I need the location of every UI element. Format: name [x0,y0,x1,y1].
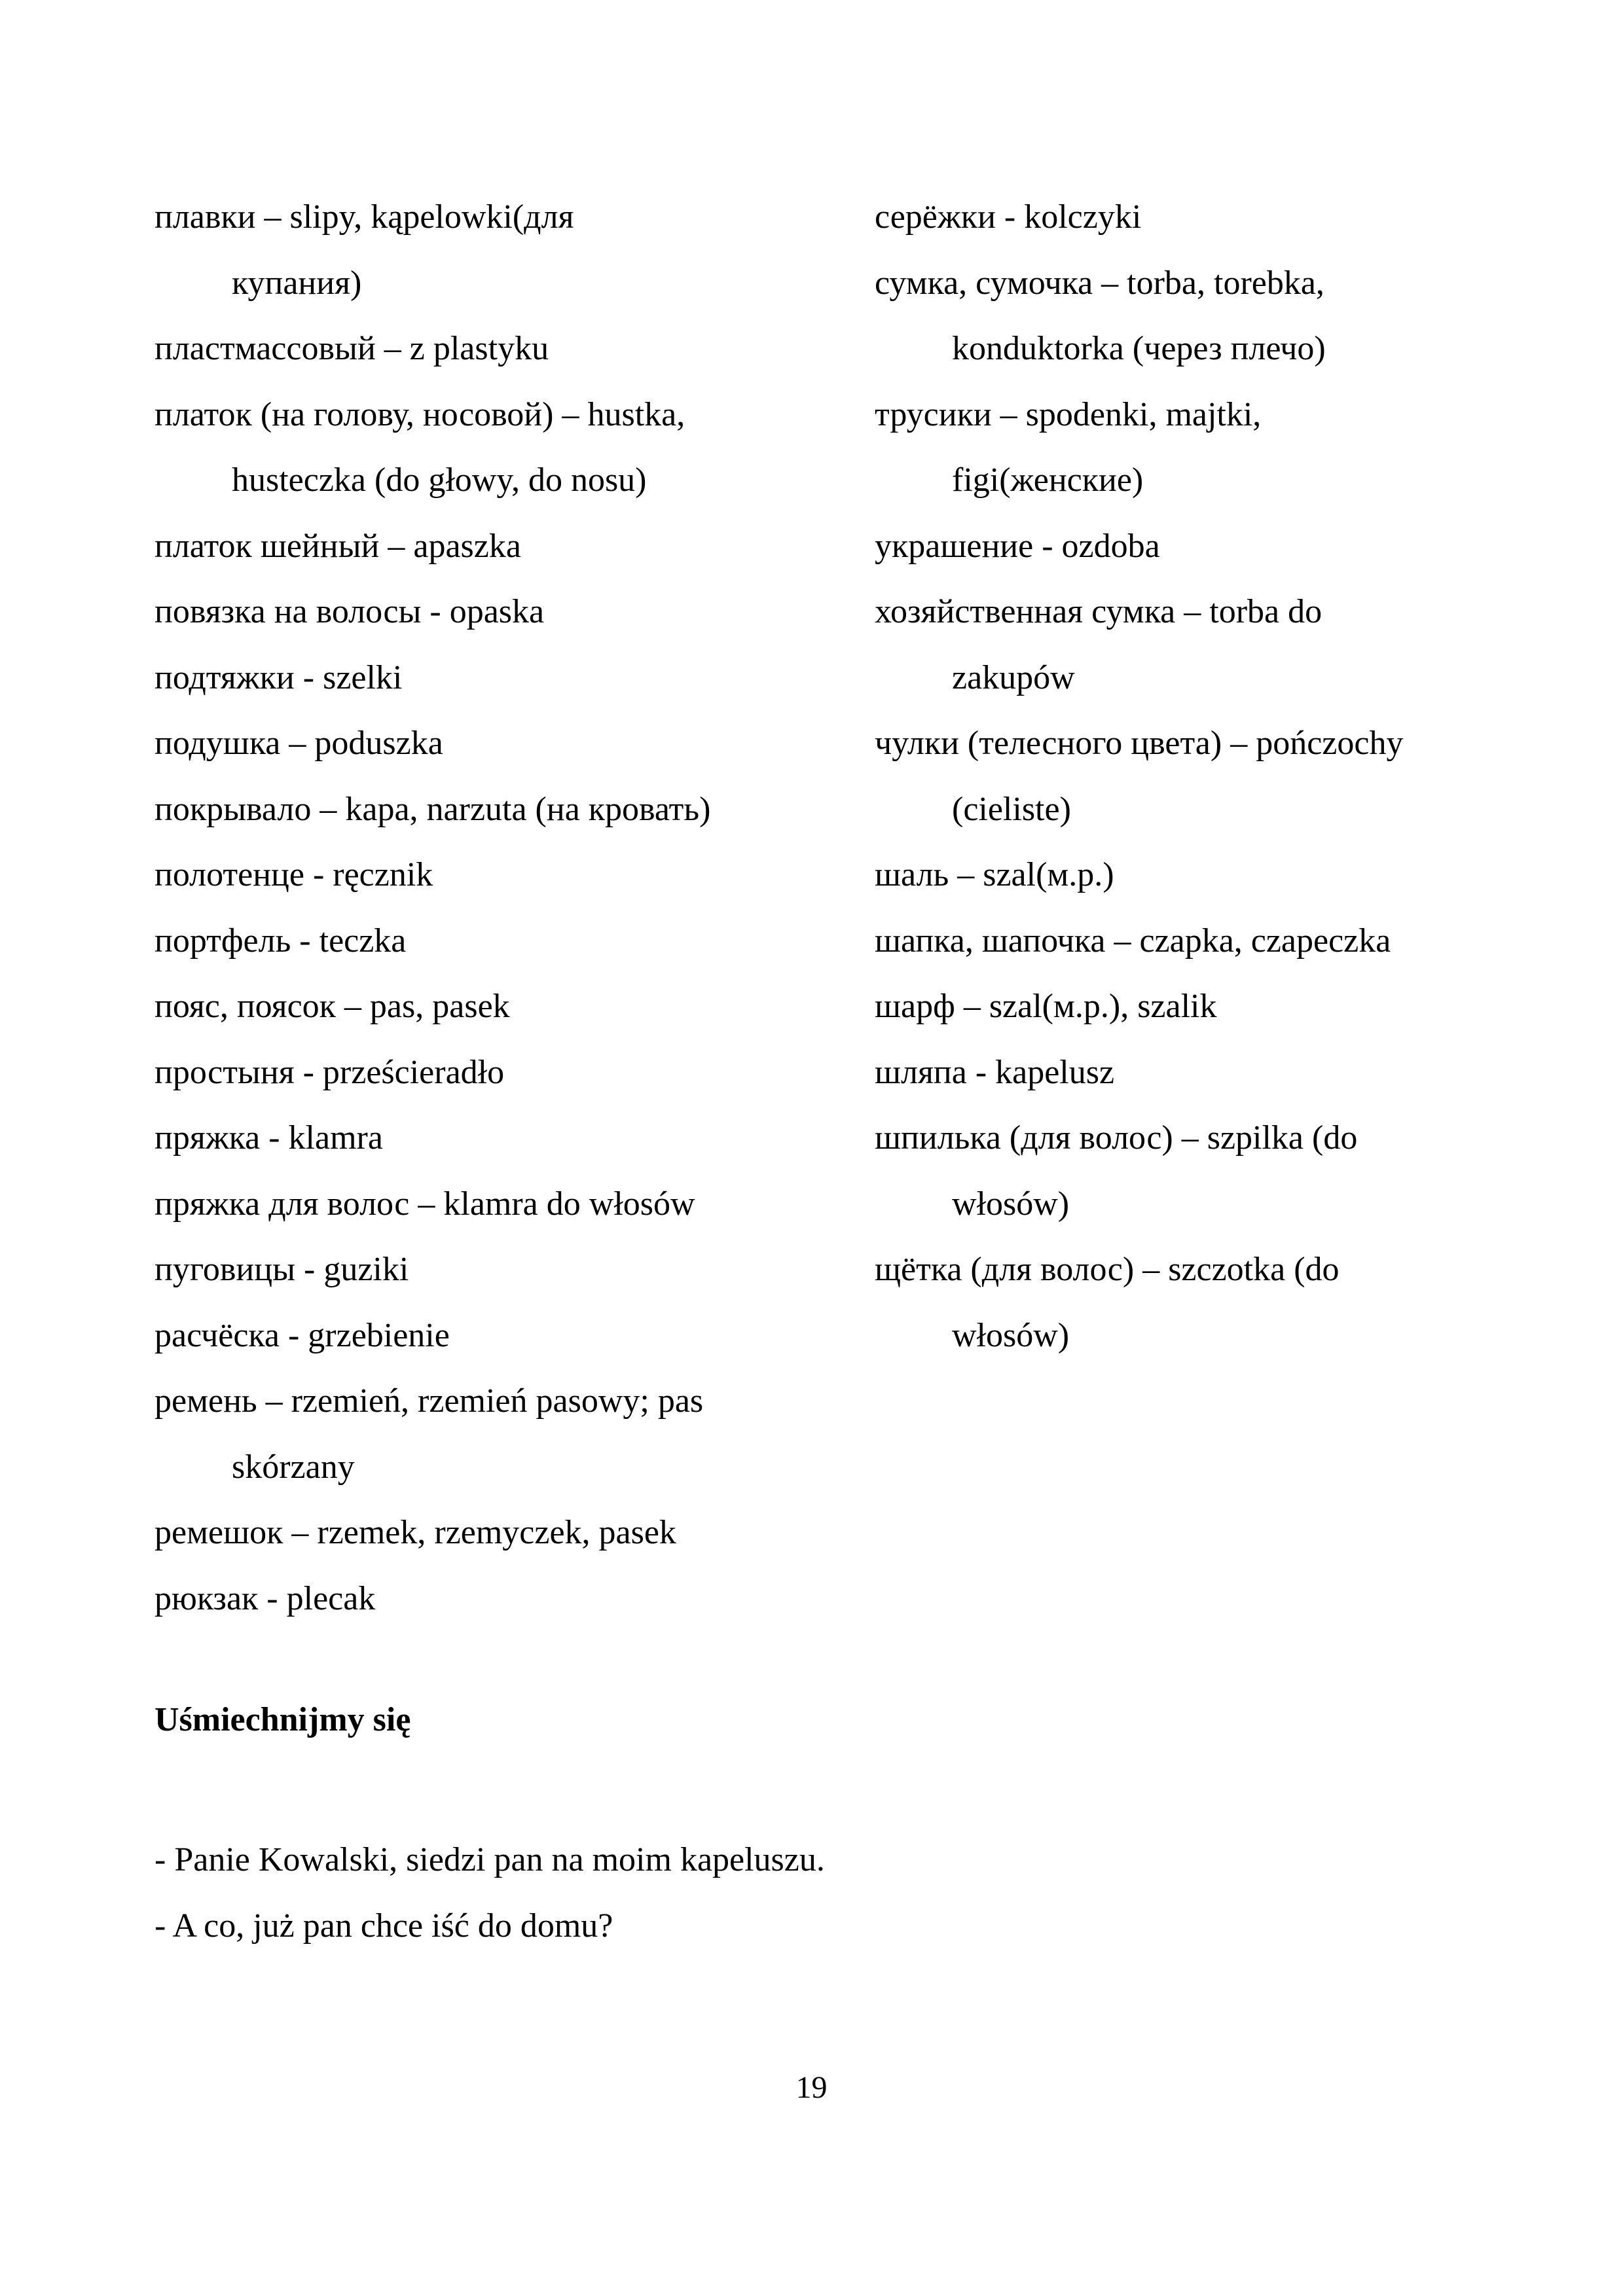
vocabulary-entry: покрывало – kapa, narzuta (на кровать) [155,790,711,828]
vocabulary-entry-continuation: (cieliste) [952,790,1071,828]
joke-line: - A co, już pan chce iść do domu? [155,1907,613,1945]
vocabulary-entry: щётка (для волос) – szczotka (do [875,1251,1340,1288]
vocabulary-entry: хозяйственная сумка – torba do [875,593,1322,630]
vocabulary-column-right [875,185,1536,1369]
vocabulary-entry: подушка – poduszka [155,725,443,762]
vocabulary-entry-continuation: купания) [232,264,362,302]
vocabulary-entry: портфель - teczka [155,922,407,960]
vocabulary-entry: пряжка для волос – klamra do włosów [155,1185,695,1223]
vocabulary-entry-continuation: konduktorka (через плечо) [952,330,1326,367]
vocabulary-entry: шарф – szal(м.р.), szalik [875,988,1217,1025]
vocabulary-entry-continuation: husteczka (do głowy, do nosu) [232,461,647,499]
vocabulary-entry-continuation: skórzany [232,1448,355,1486]
vocabulary-column-left [155,185,855,1632]
vocabulary-entry: ремешок – rzemek, rzemyczek, pasek [155,1514,676,1551]
vocabulary-entry: сумка, сумочка – torba, torebka, [875,264,1324,302]
vocabulary-entry: серёжки - kolczyki [875,198,1142,236]
vocabulary-entry: полотенце - ręcznik [155,856,433,893]
vocabulary-entry: пуговицы - guziki [155,1251,409,1288]
vocabulary-entry: украшение - ozdoba [875,527,1160,565]
vocabulary-entry: пояс, поясок – pas, pasek [155,988,510,1025]
vocabulary-entry: шаль – szal(м.р.) [875,856,1114,893]
vocabulary-entry: ремень – rzemień, rzemień pasowy; pas [155,1382,704,1420]
vocabulary-entry: платок (на голову, носовой) – hustka, [155,395,685,433]
vocabulary-entry: чулки (телесного цвета) – pończochy [875,725,1404,762]
vocabulary-entry-continuation: włosów) [952,1316,1070,1354]
vocabulary-entry: трусики – spodenki, majtki, [875,395,1262,433]
vocabulary-entry: рюкзак - plecak [155,1579,376,1617]
vocabulary-entry: платок шейный – apaszka [155,527,521,565]
joke-line: - Panie Kowalski, siedzi pan na moim kapeluszu. [155,1841,825,1878]
vocabulary-entry: шапка, шапочка – czapka, czapeczka [875,922,1391,960]
joke-dialogue [155,1827,825,1959]
section-title: Uśmiechnijmy się [155,1701,411,1738]
vocabulary-entry: расчёска - grzebienie [155,1316,450,1354]
vocabulary-entry: плавки – slipy, kąpelowki(для [155,198,574,236]
vocabulary-entry: простыня - prześcieradło [155,1053,505,1091]
vocabulary-entry-continuation: figi(женские) [952,461,1144,499]
vocabulary-entry-continuation: zakupów [952,658,1075,696]
vocabulary-entry-continuation: włosów) [952,1185,1070,1223]
vocabulary-entry: пряжка - klamra [155,1119,383,1157]
vocabulary-entry: шляпа - kapelusz [875,1053,1115,1091]
page-number: 19 [795,2070,828,2105]
vocabulary-entry: подтяжки - szelki [155,658,403,696]
vocabulary-entry: шпилька (для волос) – szpilka (do [875,1119,1358,1157]
vocabulary-entry: пластмассовый – z plastyku [155,330,549,367]
vocabulary-entry: повязка на волосы - opaska [155,593,545,630]
